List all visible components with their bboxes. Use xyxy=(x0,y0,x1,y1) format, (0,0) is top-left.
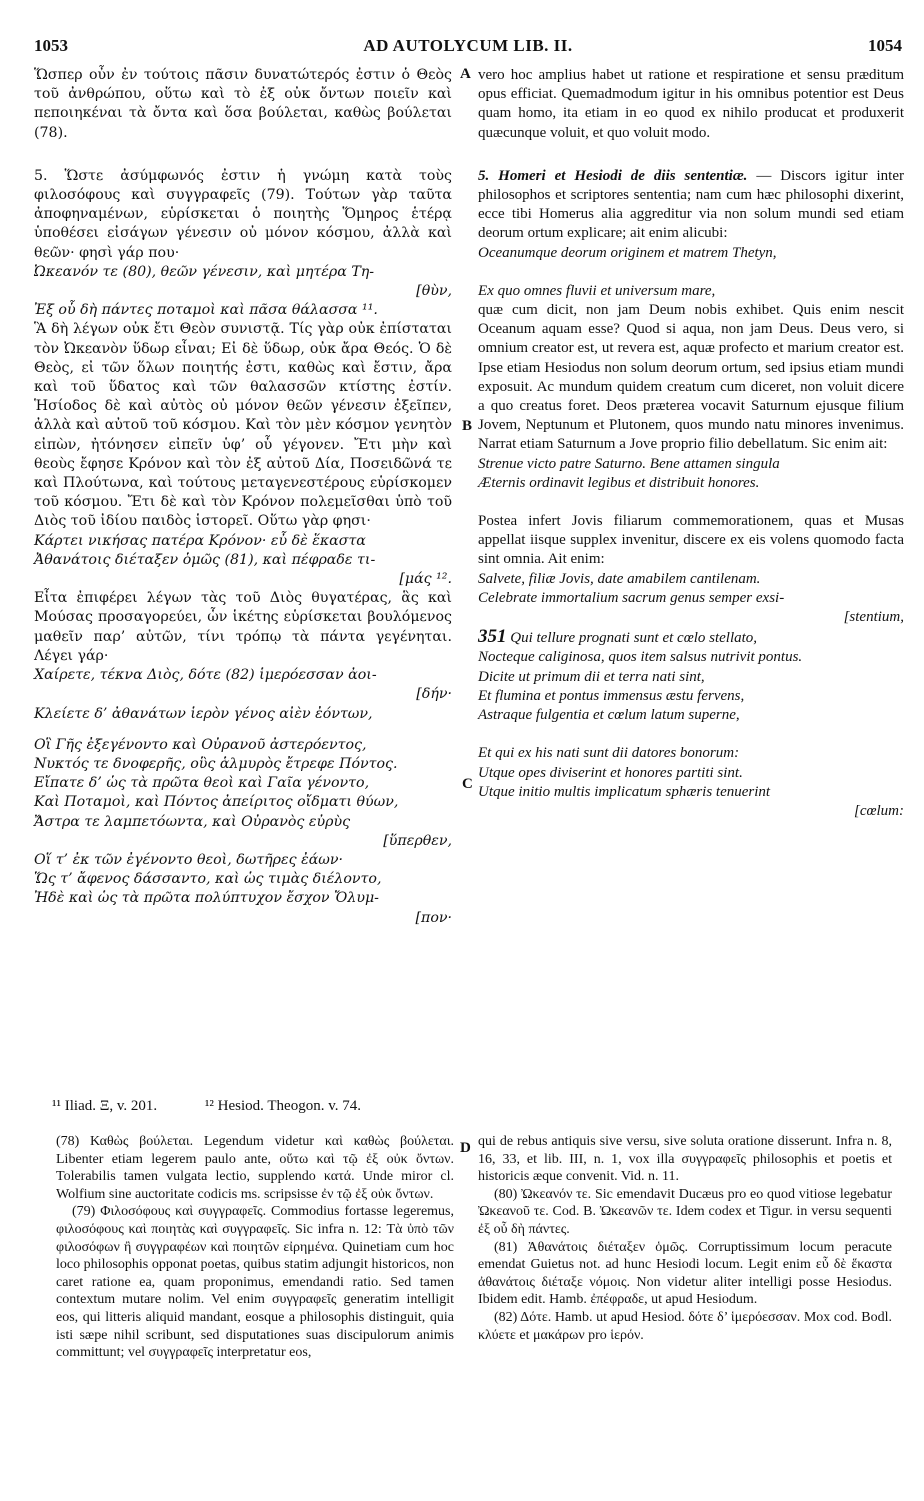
greek-column xyxy=(34,66,452,928)
latin-verse-line: Celebrate immortalium sacrum genus semper exsi- xyxy=(478,589,785,606)
greek-verse-line: Ἐξ οὗ δὴ πάντες ποταμοὶ καὶ πᾶσα θάλασσα ¹¹. xyxy=(34,302,378,319)
section-heading: 5. Homeri et Hesiodi de diis sententiæ. xyxy=(478,167,748,184)
latin-paragraph-2-text: — Discors igitur inter philosophos et scriptores sententia; nam cum hæc philosophi dixerint, ecce tibi Homerus alia aggreditur via non solum mundi sed etiam deorum ortum explicare; ait enim alicubi: xyxy=(478,167,904,242)
greek-verse-line: Καὶ Ποταμοὶ, καὶ Πόντος ἀπείριτος οἴδματι θύων, xyxy=(34,794,399,811)
latin-verse-line: Nocteque caliginosa, quos item salsus nutrivit pontus. xyxy=(478,649,803,666)
greek-verse-line: Ὠκεανόν τε (80), θεῶν γένεσιν, καὶ μητέρα Τη- xyxy=(34,263,375,280)
latin-verse-line: Salvete, filiæ Jovis, date amabilem cantilenam. xyxy=(478,570,761,587)
running-title: AD AUTOLYCUM LIB. II. xyxy=(363,36,573,55)
greek-verse-line: Ἠδὲ καὶ ὡς τὰ πρῶτα πολύπτυχον ἔσχον Ὄλυμ- xyxy=(34,890,379,907)
note-80: (80) Ὠκεανόν τε. Sic emendavit Ducæus pro eo quod vitiose legebatur Ὠκεανοῦ τε. Cod. B. Ὠκεανῶν τε. Idem codex et Tigur. in versu sequenti ἐξ οὗ δὴ πάντες. xyxy=(478,1186,892,1237)
margin-marker-d: D xyxy=(460,1140,471,1156)
note-79-continued: qui de rebus antiquis sive versu, sive soluta oratione disserunt. Infra n. 8, 16, 33, et lib. III, n. 1, vox illa συγγραφεῖς philosophis et poetis et historicis æque convenit. Vid. n. 11. xyxy=(478,1134,892,1185)
latin-paragraph-4: Postea infert Jovis filiarum commemorationem, quas et Musas appellat iisque supplex invenitur, discere ex eis volens quomodo facta sint omnia. Ait enim: xyxy=(478,513,904,568)
latin-verse-line: Utque opes diviserint et honores partiti sint. xyxy=(478,764,743,781)
latin-verse-break: [stentium, xyxy=(843,609,904,626)
greek-verse-line: Χαίρετε, τέκνα Διὸς, δότε (82) ἱμερόεσσαν ἀοι- xyxy=(34,667,377,684)
latin-verse-line: Dicite ut primum dii et terra nati sint, xyxy=(478,668,705,685)
notes-right-column xyxy=(478,1133,892,1344)
greek-verse-line: Ὥς τ’ ἄφενος δάσσαντο, καὶ ὡς τιμὰς διέλοντο, xyxy=(34,871,382,888)
latin-verse-line: Oceanumque deorum originem et matrem Thetyn, xyxy=(478,244,777,261)
greek-verse-line: Οἵ τ’ ἐκ τῶν ἐγένοντο θεοὶ, δωτῆρες ἐάων· xyxy=(34,851,343,868)
greek-verse-line: Νυκτός τε δνοφερῆς, οὓς ἁλμυρὸς ἔτρεφε Πόντος. xyxy=(34,755,398,772)
margin-marker-a: A xyxy=(460,66,471,82)
greek-verse-break: [δήν· xyxy=(416,686,452,703)
greek-verse-line: Εἴπατε δ’ ὡς τὰ πρῶτα θεοὶ καὶ Γαῖα γένοντο, xyxy=(34,775,370,792)
latin-verse-line: Qui tellure prognati sunt et cœlo stellato, xyxy=(510,630,758,647)
greek-verse-break: [μάς ¹². xyxy=(399,571,452,588)
greek-verse-line: Ἄστρα τε λαμπετόωντα, καὶ Οὐρανὸς εὐρὺς xyxy=(34,813,351,830)
latin-verse-line: Et flumina et pontus immensus æstu fervens, xyxy=(478,687,745,704)
note-79: (79) Φιλοσόφους καὶ συγγραφεῖς. Commodius fortasse legeremus, φιλοσόφους καὶ ποιητὰς καὶ συγγραφεῖς. Sic infra n. 12: Τὰ ὑπὸ τῶν φιλοσόφων ἢ συγγραφέων καὶ ποιητῶν εἰρημένα. Quinetiam cum hoc loco philosophis opponat poetas, quibus statim adjungit historicos, non caret ratione ea, quam proponimus, emendandi ratio. Sed tamen contextum mutare nolim. Vel enim συγγραφεῖς generatim intelligit eos, qui litteris aliquid mandant, eosque a philosophis distinguit, quia isti sæpe nihil scribunt, sed disputationes suas discipulorum animis committunt; vel συγγραφεῖς interpretatur eos, xyxy=(56,1204,454,1361)
margin-marker-b: B xyxy=(462,418,473,434)
greek-verse-line: Κλείετε δ’ ἀθανάτων ἱερὸν γένος αἰὲν ἐόντων, xyxy=(34,705,373,722)
note-81: (81) Ἀθανάτοις διέταξεν ὁμῶς. Corruptissimum locum peracute emendat Guietus not. ad hunc Hesiodi locum. Legit enim εὖ δὲ ἕκαστα ἀθανάτοις διέταξε νόμοις. Non videtur aliter intelligi posse Hesiodus. Ibidem edit. Hamb. ἐπέφραδε, ut apud Hesiodum. xyxy=(478,1239,892,1308)
original-page-number: 351 xyxy=(478,626,507,648)
greek-verse-break: [πον· xyxy=(415,909,452,926)
latin-paragraph-2 xyxy=(478,167,904,244)
greek-paragraph-1: Ὥσπερ οὖν ἐν τούτοις πᾶσιν δυνατώτερός ἐστιν ὁ Θεὸς τοῦ ἀνθρώπου, οὕτω καὶ τὸ ἐξ οὐκ ὄντων ποιεῖν καὶ πεποιηκέναι τὰ ὄντα καὶ ὅσα βούλεται, καθὼς βούλεται (78). xyxy=(34,67,452,141)
greek-verse-line: Οἳ Γῆς ἐξεγένοντο καὶ Οὐρανοῦ ἀστερόεντος, xyxy=(34,736,367,753)
page-header xyxy=(34,36,902,62)
latin-paragraph-3: quæ cum dicit, non jam Deum nobis exhibet. Quis enim nescit Oceanum aquam esse? Quod si aqua, non jam Deus. Deus vero, si omnium creator est, ut revera est, aquæ profecto et marium creator est. Ipse etiam Hesiodus non solum deorum ortum, sed ipsius etiam mundi exposuit. Ac mundum quidem creatum cum diceret, non voluit dicere a quo creatus foret. Deos præterea vocavit Saturnum ejusque filium Jovem, Neptunum et Plutonem, quos mundo natu minores invenimus. Narrat etiam Saturnum a Jove proprio filio debellatum. Sic enim ait: xyxy=(478,302,904,453)
page-number-left: 1053 xyxy=(34,36,68,55)
note-82: (82) Δότε. Hamb. ut apud Hesiod. δότε δ’ ἱμερόεσσαν. Mox cod. Bodl. κλύετε et μακάρων pro ἱερόν. xyxy=(478,1309,892,1343)
greek-verse-line: Ἀθανάτοις διέταξεν ὁμῶς (81), καὶ πέφραδε τι- xyxy=(34,551,376,568)
latin-verse-line: Et qui ex his nati sunt dii datores bonorum: xyxy=(478,745,740,762)
greek-paragraph-3: Ἃ δὴ λέγων οὐκ ἔτι Θεὸν συνιστᾷ. Τίς γὰρ οὐκ ἐπίσταται τὸν Ὠκεανὸν ὕδωρ εἶναι; Εἰ δὲ ὕδωρ, οὐκ ἄρα Θεός. Ὁ δὲ Θεὸς, εἰ τῶν ὅλων ποιητής ἐστι, καθὼς καὶ ἔστιν, ἄρα καὶ τοῦ ὕδατος καὶ τῶν θαλασσῶν κτίστης ἐστίν. Ἡσίοδος δὲ καὶ αὐτὸς οὐ μόνον θεῶν γένεσιν ἐξεῖπεν, ἀλλὰ καὶ αὐτοῦ τοῦ κόσμου. Καὶ τὸν μὲν κόσμον γενητὸν εἰπὼν, ἠτόνησεν εἰπεῖν ὑφ’ οὗ γέγονεν. Ἔτι μὴν καὶ θεοὺς ἔφησε Κρόνον καὶ τὸν ἐξ αὐτοῦ Δία, Ποσειδῶνά τε καὶ Πλούτωνα, καὶ τούτους μεταγενεστέρους εὑρίσκομεν τοῦ κόσμου. Ἔτι δὲ καὶ τὸν Κρόνον πολεμεῖσθαι ὑπὸ τοῦ Διὸς τοῦ ἰδίου παιδὸς ἱστορεῖ. Οὕτω γὰρ φησι· xyxy=(34,321,452,530)
latin-paragraph-1: vero hoc amplius habet ut ratione et respiratione et sensu præditum opus efficiat. Quemadmodum igitur in his omnibus potentior est Deus quam homo, ita etiam in eo quod ex nihilo producat et produxerit quæcunque voluit, et quo voluit modo. xyxy=(478,67,904,141)
latin-verse-line: Ex quo omnes fluvii et universum mare, xyxy=(478,282,716,299)
greek-paragraph-2: 5. Ὥστε ἀσύμφωνός ἐστιν ἡ γνώμη κατὰ τοὺς φιλοσόφους καὶ συγγραφεῖς (79). Τούτων γὰρ ταῦτα ἀποφηναμένων, εὑρίσκεται ὁ ποιητὴς Ὅμηρος ἑτέρᾳ ὑποθέσει εἰσάγων γένεσιν οὐ μόνον κόσμου, ἀλλὰ καὶ θεῶν· φησὶ γάρ που· xyxy=(34,167,452,261)
latin-verse-line: Æternis ordinavit legibus et distribuit honores. xyxy=(478,474,760,491)
latin-verse-break: [cœlum: xyxy=(854,802,904,819)
page-number-right: 1054 xyxy=(868,36,902,55)
greek-paragraph-4: Εἶτα ἐπιφέρει λέγων τὰς τοῦ Διὸς θυγατέρας, ἃς καὶ Μούσας προσαγορεύει, ὧν ἱκέτης εὑρίσκεται βουλόμενος μαθεῖν παρ’ αὐτῶν, τίνι τρόπῳ τὰ πάντα γεγένηται. Λέγει γάρ· xyxy=(34,590,452,664)
notes-left-column xyxy=(56,1133,454,1362)
footnote-11: ¹¹ Iliad. Ξ, v. 201. xyxy=(52,1098,158,1114)
greek-verse-break: [ὕπερθεν, xyxy=(383,832,452,849)
footnote-12: ¹² Hesiod. Theogon. v. 74. xyxy=(204,1098,361,1114)
latin-verse-line: Astraque fulgentia et cœlum latum superne, xyxy=(478,707,740,724)
greek-verse-line: Κάρτει νικήσας πατέρα Κρόνον· εὖ δὲ ἕκαστα xyxy=(34,532,366,549)
note-78: (78) Καθὼς βούλεται. Legendum videtur καὶ καθὼς βούλεται. Libenter etiam legerem paulo ante, οὕτω καὶ τῷ ἐξ οὐκ ὄντων. Tolerabilis tamen vulgata lectio, supplendo κατά. Unde miror cl. Wolfium sine auctoritate codicis ms. scripsisse ἐν τῷ ἐξ οὐκ ὄντων. xyxy=(56,1134,454,1202)
latin-verse-line: Utque initio multis implicatum sphæris tenuerint xyxy=(478,783,771,800)
latin-verse-line: Strenue victo patre Saturno. Bene attamen singula xyxy=(478,455,780,472)
margin-marker-c: C xyxy=(462,776,473,792)
greek-verse-break: [θὺν, xyxy=(416,283,452,300)
latin-column xyxy=(478,66,904,821)
footnotes xyxy=(52,1098,405,1115)
